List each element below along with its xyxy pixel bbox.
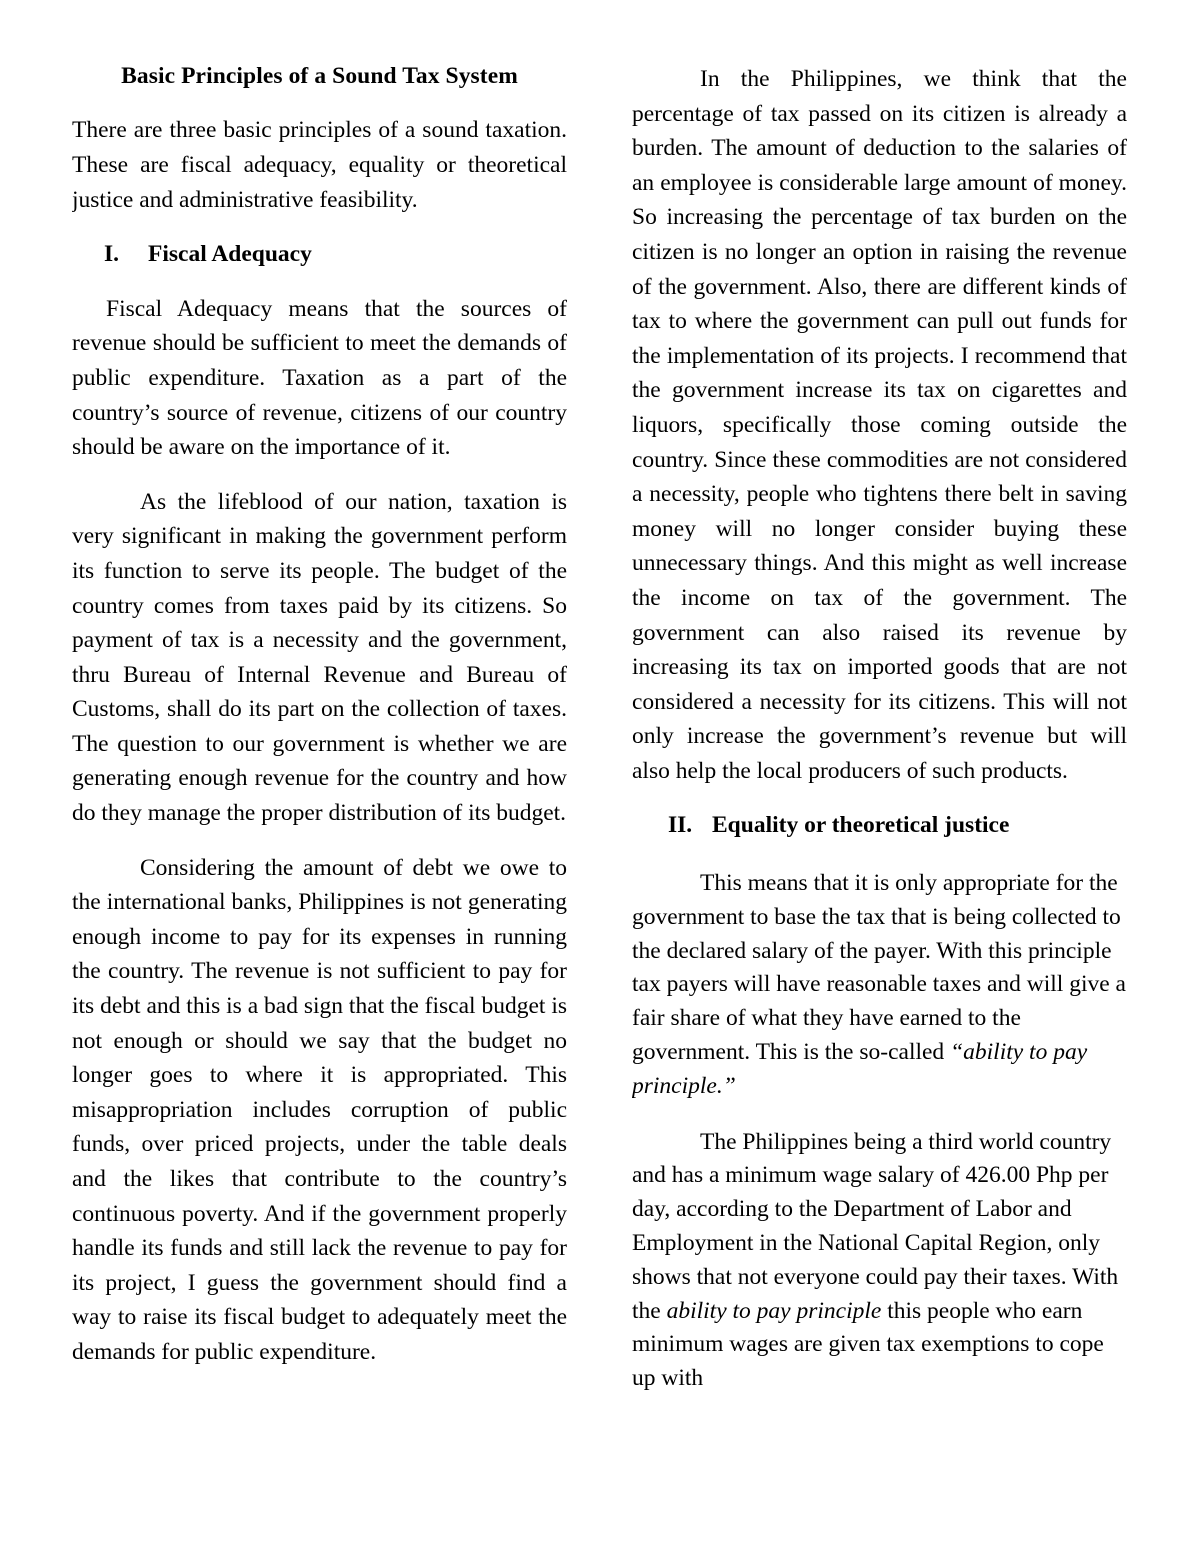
left-column [72,62,567,1390]
ability-to-pay-principle-phrase: ability to pay principle [666,1297,882,1324]
section-numeral: I. [104,241,120,268]
ability-to-pay-principle-quote: “ability to pay principle.” [632,1039,1088,1099]
section-title: Equality or theoretical justice [712,812,1010,839]
right-paragraph-1: In the Philippines, we think that the percentage of tax passed on its citizen is already a burden. The amount of deduction to the salaries of an employee is considerable large amount of money. So increasing the percentage of tax burden on the citizen is no longer an option in raising the revenue of the government. Also, there are different kinds of tax to where the government can pull out funds for the implementation of its projects. I recommend that the government increase its tax on cigarettes and liquors, specifically those coming outside the country. Since these commodities are not considered a necessity, people who tightens there belt in saving money will no longer consider buying these unnecessary things. And this might as well increase the income on tax of the government. The government can also raised its revenue by increasing its tax on imported goods that are not considered a necessity for its citizens. This will not only increase the government’s revenue but will also help the local producers of such products. [632,66,1127,784]
section-numeral: II. [668,812,693,839]
two-column-layout [72,62,1130,1553]
section-title: Fiscal Adequacy [148,241,312,268]
section-heading-fiscal-adequacy [72,237,567,272]
left-paragraph-2: As the lifeblood of our nation, taxation is very significant in making the government perform its function to serve its people. The budget of the country comes from taxes paid by its citizens. So payment of tax is a necessity and the government, thru Bureau of Internal Revenue and Bureau of Customs, shall do its part on the collection of taxes. The question to our government is whether we are generating enough revenue for the country and how do they manage the proper distribution of its budget. [72,488,567,827]
intro-paragraph: There are three basic principles of a sound taxation. These are fiscal adequacy, equality or theoretical justice and administrative feasibility. [72,117,567,213]
right-paragraph-3-text-end: this people who earn minimum wages are given tax exemptions to cope up with [632,1297,1104,1392]
left-paragraph-3: Considering the amount of debt we owe to the international banks, Philippines is not generating enough income to pay for its expenses in running the country. The revenue is not sufficient to pay for its debt and this is a bad sign that the fiscal budget is not enough or should we say that the budget no longer goes to where it is appropriated. This misappropriation includes corruption of public funds, over priced projects, under the table deals and the likes that contribute to the country’s continuous poverty. And if the government properly handle its funds and still lack the revenue to pay for its project, I guess the government should find a way to raise its fiscal budget to adequately meet the demands for public expenditure. [72,854,567,1365]
page-title: Basic Principles of a Sound Tax System [121,63,518,89]
right-paragraph-3-text-start: The Philippines being a third world country and has a minimum wage salary of 426.00 Php per day, according to the Department of Labor and Employment in the National Capital Region, only shows that not everyone could pay their taxes. With the [632,1128,1119,1324]
left-paragraph-1: Fiscal Adequacy means that the sources of revenue should be sufficient to meet the demands of public expenditure. Taxation as a part of the country’s source of revenue, citizens of our country should be aware on the importance of it. [72,295,567,461]
right-paragraph-3 [632,1126,1127,1396]
right-paragraph-2-text: This means that it is only appropriate for the government to base the tax that is being collected to the declared salary of the payer. With this principle tax payers will have reasonable taxes and will give a fair share of what they have earned to the government. This is the so-called [632,870,1126,1066]
section-heading-equality-theoretical-justice [632,808,1127,843]
right-paragraph-2 [632,867,1127,1104]
right-column [632,62,1127,1418]
